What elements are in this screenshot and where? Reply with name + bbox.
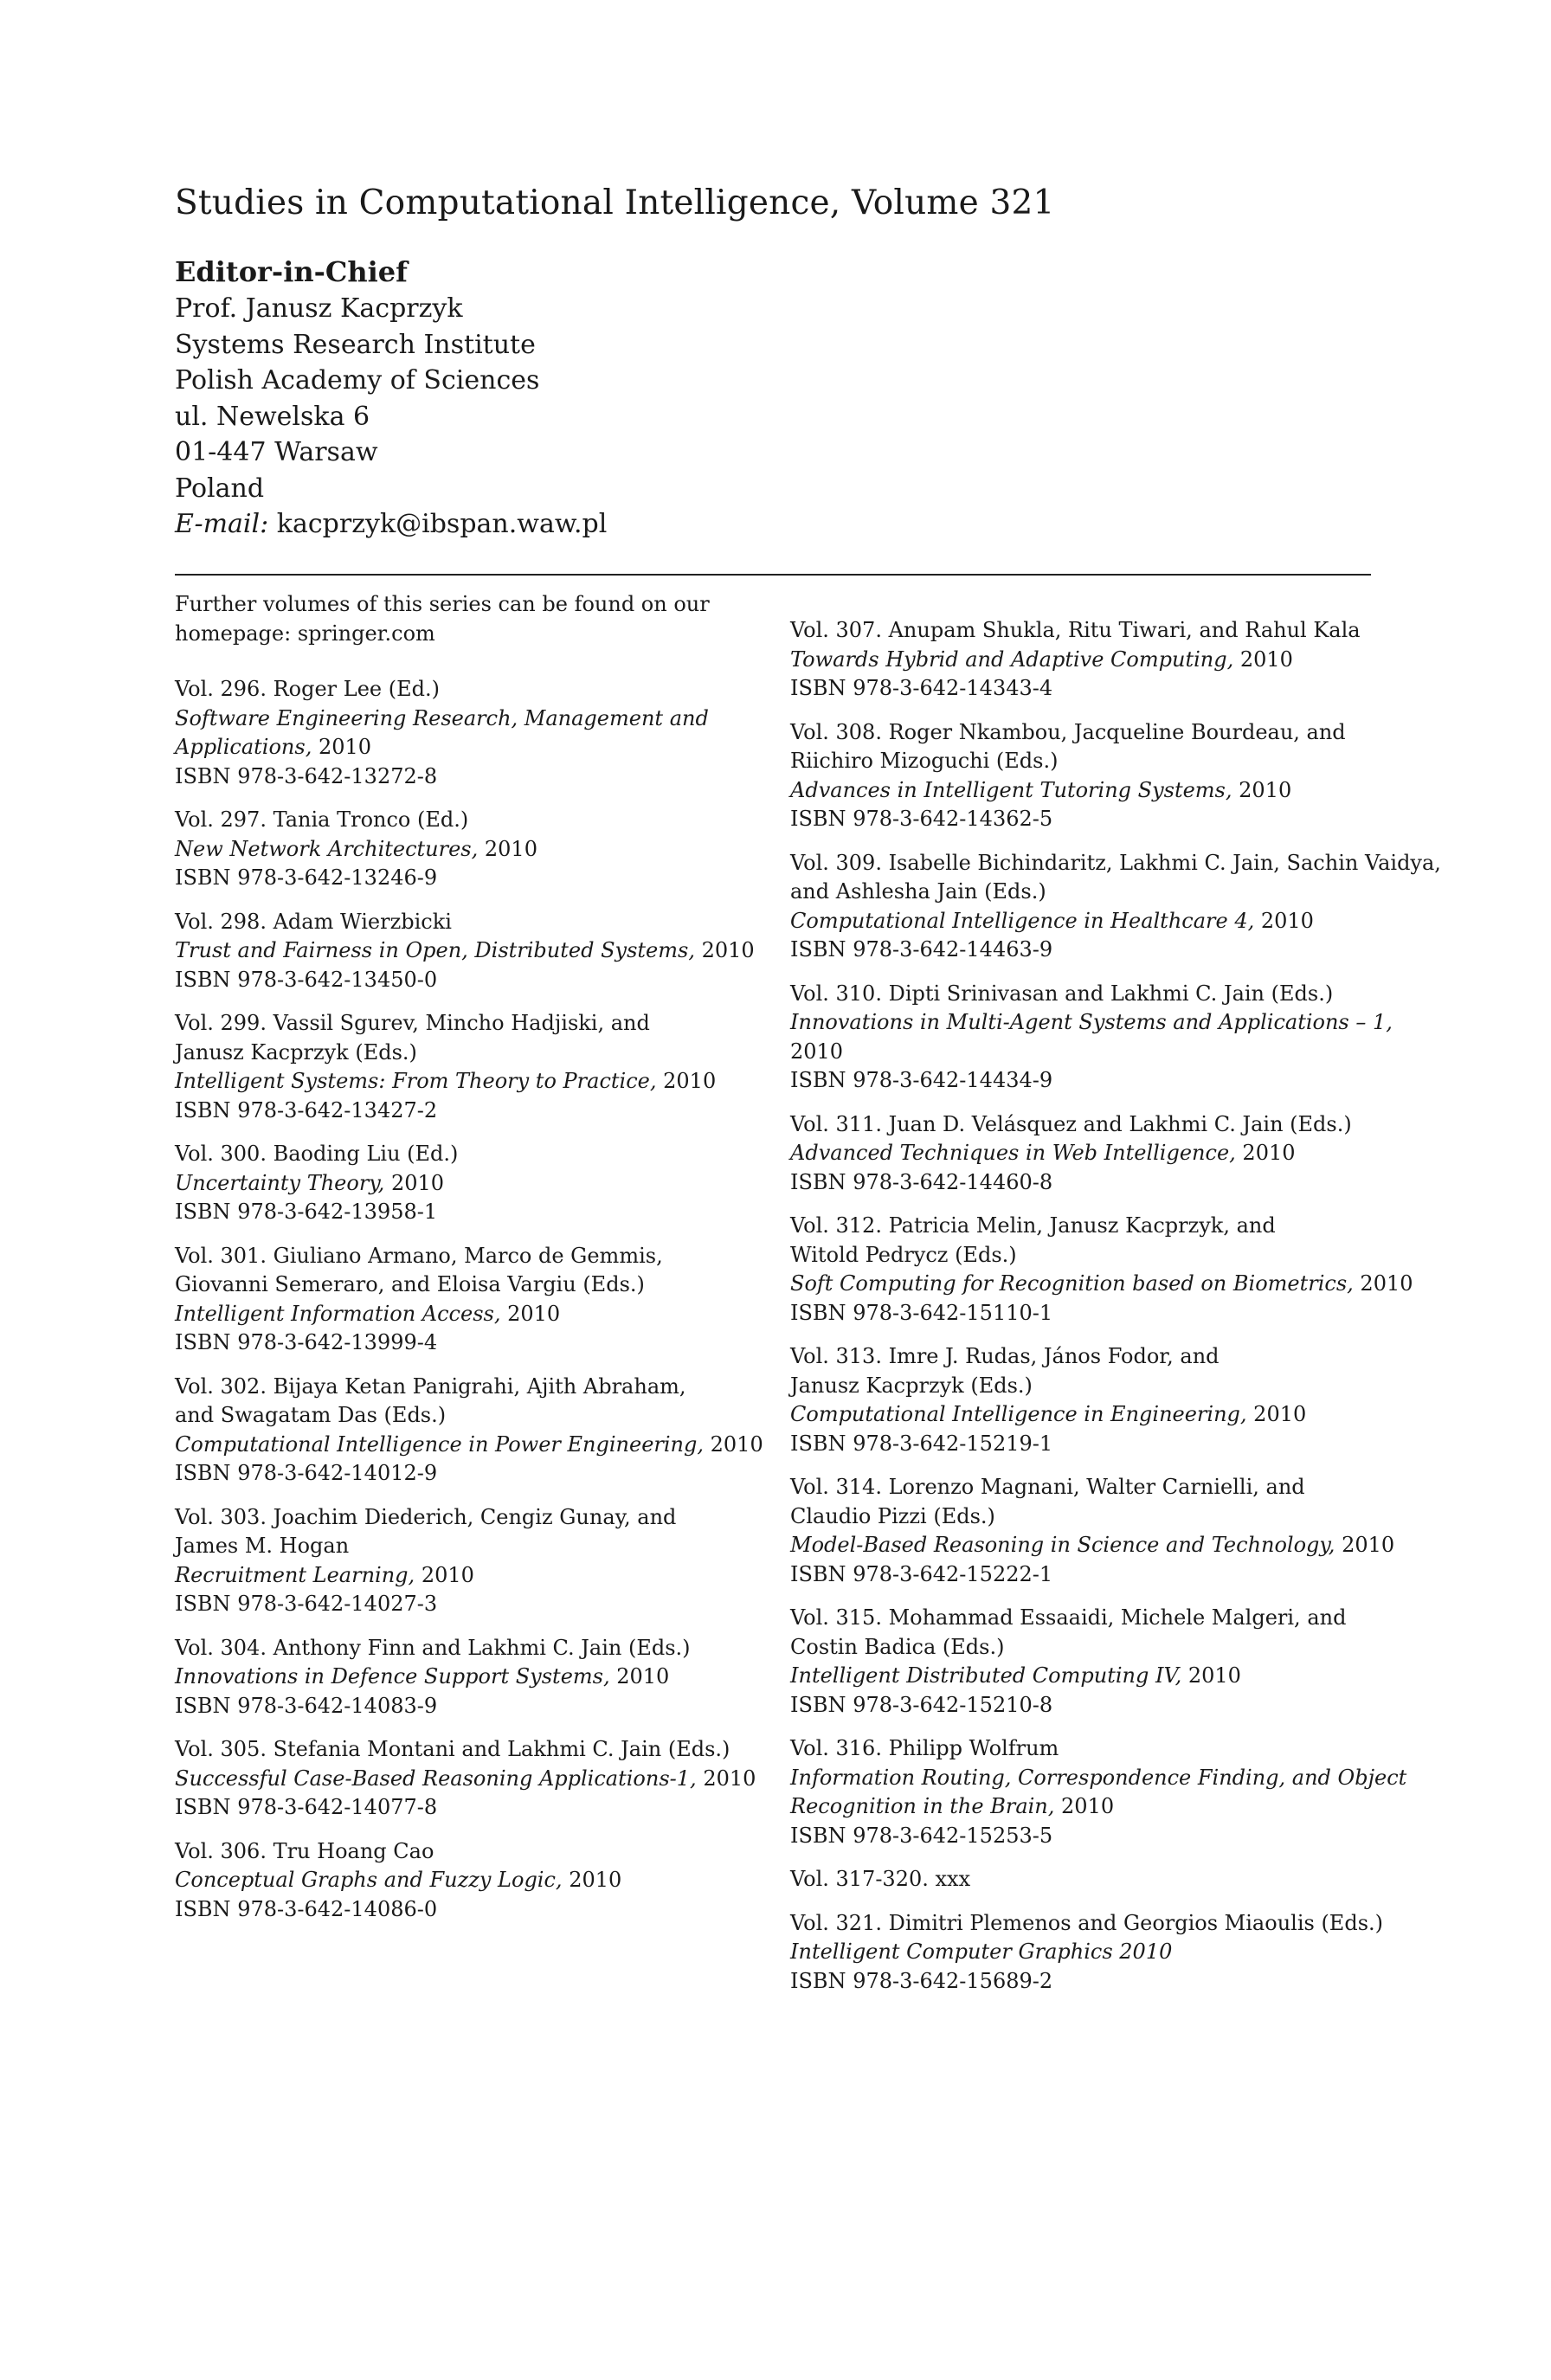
volume-entry <box>790 718 1387 834</box>
volume-title-line <box>175 936 772 966</box>
volume-isbn: ISBN 978-3-642-15689-2 <box>790 1968 1053 1993</box>
volume-isbn: ISBN 978-3-642-14460-8 <box>790 1169 1053 1194</box>
volume-authors: Vol. 303. Joachim Diederich, Cengiz Gunay, and <box>175 1504 677 1529</box>
volume-year: 2010 <box>1187 1663 1241 1688</box>
volume-year: 2010 <box>569 1868 622 1892</box>
volume-authors: Janusz Kacprzyk (Eds.) <box>790 1373 1033 1398</box>
editor-street: ul. Newelska 6 <box>175 401 370 432</box>
volume-year: 2010 <box>1253 1402 1307 1426</box>
volume-title-line <box>175 733 772 762</box>
volume-entry <box>175 806 772 893</box>
editor-country: Poland <box>175 473 265 504</box>
volume-authors: Vol. 298. Adam Wierzbicki <box>175 909 452 934</box>
volume-year: 2010 <box>1342 1533 1395 1557</box>
volume-authors: Vol. 321. Dimitri Plemenos and Georgios Miaoulis (Eds.) <box>790 1910 1383 1935</box>
volume-isbn: ISBN 978-3-642-14083-9 <box>175 1693 438 1718</box>
volume-title: Information Routing, Correspondence Finding, and Object <box>790 1765 1407 1790</box>
volume-title: Software Engineering Research, Management and <box>175 705 709 730</box>
volume-authors: and Swagatam Das (Eds.) <box>175 1403 447 1427</box>
series-title: Studies in Computational Intelligence, Volume 321 <box>175 183 1055 222</box>
volume-isbn: ISBN 978-3-642-14463-9 <box>790 937 1053 962</box>
volume-authors: Janusz Kacprzyk (Eds.) <box>175 1039 417 1065</box>
volume-year: 2010 <box>663 1069 717 1093</box>
volume-title-line <box>790 1270 1413 1299</box>
volume-isbn: ISBN 978-3-642-15219-1 <box>790 1431 1053 1456</box>
volume-authors: Vol. 308. Roger Nkambou, Jacqueline Bourdeau, and <box>790 719 1346 744</box>
right-column <box>790 616 1441 2010</box>
volume-title-line <box>175 1765 772 1794</box>
volume-title: Recruitment Learning, <box>175 1562 415 1587</box>
volume-entry <box>790 1604 1387 1720</box>
volume-entry <box>175 1837 772 1925</box>
volume-isbn: ISBN 978-3-642-13246-9 <box>175 865 438 890</box>
volume-authors: Vol. 296. Roger Lee (Ed.) <box>175 677 440 701</box>
volume-title-line <box>790 1139 1387 1168</box>
left-column <box>175 590 772 1939</box>
volume-title: Intelligent Systems: From Theory to Practice, <box>175 1069 657 1093</box>
volume-title-line <box>175 1067 772 1097</box>
volume-year: 2010 <box>710 1431 763 1457</box>
volume-authors: Vol. 304. Anthony Finn and Lakhmi C. Jain (Eds.) <box>175 1635 691 1660</box>
editor-email-line <box>175 506 607 543</box>
volume-year: 2010 <box>1061 1794 1115 1818</box>
volume-title: Innovations in Defence Support Systems, <box>175 1664 610 1689</box>
volume-isbn: ISBN 978-3-642-14362-5 <box>790 807 1053 831</box>
volume-title-line <box>175 1300 772 1329</box>
volume-year: 2010 <box>1239 777 1292 802</box>
volume-isbn: ISBN 978-3-642-14086-0 <box>175 1896 438 1921</box>
volume-title-line <box>790 1400 1387 1430</box>
volume-authors: Claudio Pizzi (Eds.) <box>790 1503 995 1528</box>
volume-authors: Vol. 307. Anupam Shukla, Ritu Tiwari, and Rahul Kala <box>790 618 1361 642</box>
volume-entry <box>175 1242 772 1358</box>
volume-entry <box>175 1140 772 1227</box>
volume-entry <box>790 1110 1387 1198</box>
volume-authors: Giovanni Semeraro, and Eloisa Vargiu (Eds.) <box>175 1272 645 1296</box>
volume-entry <box>790 1212 1413 1328</box>
volume-year: 2010 <box>1260 908 1314 933</box>
volume-title: Towards Hybrid and Adaptive Computing, <box>790 646 1234 672</box>
volume-isbn: ISBN 978-3-642-14434-9 <box>790 1068 1053 1092</box>
volume-title: Model-Based Reasoning in Science and Technology, <box>790 1533 1335 1557</box>
horizontal-rule <box>175 574 1371 576</box>
volume-authors: Riichiro Mizoguchi (Eds.) <box>790 749 1059 773</box>
volume-isbn: ISBN 978-3-642-15222-1 <box>790 1561 1053 1586</box>
volume-isbn: ISBN 978-3-642-14343-4 <box>790 676 1053 700</box>
further-volumes-note: Further volumes of this series can be found on our homepage: springer.com <box>175 592 710 646</box>
volume-title-line <box>790 646 1387 675</box>
volume-entry <box>790 1342 1387 1458</box>
volume-title: Applications, <box>175 735 312 759</box>
volume-year: 2010 <box>390 1170 445 1195</box>
volume-entry <box>175 908 772 995</box>
left-volume-list <box>175 675 772 1924</box>
volume-authors: Vol. 313. Imre J. Rudas, János Fodor, and <box>790 1344 1220 1368</box>
volume-authors: Vol. 300. Baoding Liu (Ed.) <box>175 1142 459 1166</box>
volume-isbn: ISBN 978-3-642-14027-3 <box>175 1592 438 1616</box>
volume-title-line <box>790 1662 1387 1691</box>
volume-isbn: ISBN 978-3-642-13427-2 <box>175 1097 438 1122</box>
editor-heading: Editor-in-Chief <box>175 255 408 288</box>
volume-title-line <box>790 1792 1387 1822</box>
volume-title: Computational Intelligence in Engineering, <box>790 1402 1247 1426</box>
volume-title: Soft Computing for Recognition based on Biometrics, <box>790 1271 1354 1296</box>
volume-title-line <box>790 907 1387 936</box>
email-address[interactable]: kacprzyk@ibspan.waw.pl <box>276 509 608 539</box>
volume-title: New Network Architectures, <box>175 836 479 861</box>
volume-entry <box>175 1373 772 1489</box>
volume-entry <box>175 1735 772 1823</box>
volume-entry <box>790 616 1387 704</box>
volume-authors: Vol. 311. Juan D. Velásquez and Lakhmi C. Jain (Eds.) <box>790 1111 1352 1136</box>
volume-authors: Vol. 312. Patricia Melin, Janusz Kacprzyk, and <box>790 1213 1276 1238</box>
volume-title-line <box>175 835 772 865</box>
volume-year: 2010 <box>1242 1141 1296 1165</box>
volume-authors: Vol. 316. Philipp Wolfrum <box>790 1736 1059 1760</box>
volume-title: Advanced Techniques in Web Intelligence, <box>790 1141 1236 1165</box>
volume-authors: Vol. 302. Bijaya Ketan Panigrahi, Ajith Abraham, <box>175 1373 686 1399</box>
email-label: E-mail: <box>175 509 269 539</box>
volume-authors: Vol. 309. Isabelle Bichindaritz, Lakhmi C. Jain, Sachin Vaidya, <box>790 850 1441 875</box>
volume-authors: Costin Badica (Eds.) <box>790 1634 1005 1659</box>
volume-year: 2010 <box>616 1664 670 1689</box>
volume-title: Intelligent Information Access, <box>175 1301 501 1326</box>
volume-authors: Vol. 297. Tania Tronco (Ed.) <box>175 807 469 832</box>
volume-title-line <box>175 704 772 734</box>
volume-authors: James M. Hogan <box>175 1534 350 1558</box>
volume-title-line <box>790 776 1387 806</box>
volume-title: Successful Case-Based Reasoning Applications-1, <box>175 1766 697 1791</box>
volume-year: 2010 <box>790 1039 844 1064</box>
volume-authors: Vol. 315. Mohammad Essaaidi, Michele Malgeri, and <box>790 1605 1347 1630</box>
volume-isbn: ISBN 978-3-642-14077-8 <box>175 1795 438 1819</box>
volume-year: 2010 <box>1360 1271 1413 1296</box>
volume-year: 2010 <box>1239 646 1293 672</box>
volume-title-line <box>790 1531 1395 1560</box>
volume-title-line <box>175 1431 772 1460</box>
editor-academy: Polish Academy of Sciences <box>175 365 540 396</box>
volume-title-line <box>175 1169 772 1199</box>
volume-title: Intelligent Computer Graphics 2010 <box>790 1939 1173 1964</box>
volume-isbn: ISBN 978-3-642-13450-0 <box>175 967 438 992</box>
volume-isbn: ISBN 978-3-642-15253-5 <box>790 1823 1053 1848</box>
right-volume-list <box>790 616 1441 1996</box>
volume-title-line <box>175 1866 772 1895</box>
volume-title-line <box>175 1663 772 1692</box>
editor-block <box>175 253 607 543</box>
volume-title-line <box>790 1008 1393 1038</box>
volume-isbn: ISBN 978-3-642-13999-4 <box>175 1330 438 1354</box>
editor-city: 01-447 Warsaw <box>175 437 378 467</box>
volume-year: 2010 <box>701 938 755 962</box>
volume-entry <box>790 1734 1407 1850</box>
volume-authors: Witold Pedrycz (Eds.) <box>790 1242 1017 1267</box>
volume-title: Computational Intelligence in Power Engineering, <box>175 1431 705 1457</box>
editor-institute: Systems Research Institute <box>175 329 536 360</box>
volume-title: Uncertainty Theory, <box>175 1170 385 1195</box>
volume-year: 2010 <box>703 1766 756 1791</box>
volume-isbn: ISBN 978-3-642-13272-8 <box>175 763 438 788</box>
volume-authors: Vol. 317-320. xxx <box>790 1867 971 1891</box>
volume-title: Trust and Fairness in Open, Distributed Systems, <box>175 938 695 962</box>
volume-entry <box>790 1473 1395 1589</box>
volume-entry <box>175 1009 772 1125</box>
volume-title-line <box>790 1938 1387 1967</box>
editor-name: Prof. Janusz Kacprzyk <box>175 293 463 324</box>
volume-title: Computational Intelligence in Healthcare 4, <box>790 908 1255 933</box>
volume-isbn: ISBN 978-3-642-15210-8 <box>790 1692 1053 1717</box>
volume-authors: Vol. 314. Lorenzo Magnani, Walter Carnielli, and <box>790 1475 1305 1499</box>
volume-entry <box>790 1865 1387 1894</box>
volume-authors: Vol. 310. Dipti Srinivasan and Lakhmi C. Jain (Eds.) <box>790 981 1334 1006</box>
volume-title: Advances in Intelligent Tutoring Systems, <box>790 777 1232 802</box>
volume-authors: Vol. 299. Vassil Sgurev, Mincho Hadjiski, and <box>175 1011 650 1035</box>
volume-title: Intelligent Distributed Computing IV, <box>790 1663 1182 1688</box>
volume-authors: Vol. 306. Tru Hoang Cao <box>175 1838 434 1863</box>
volume-year: 2010 <box>318 735 372 759</box>
volume-entry <box>790 849 1441 965</box>
volume-title: Innovations in Multi-Agent Systems and Applications – 1, <box>790 1010 1393 1034</box>
volume-isbn: ISBN 978-3-642-15110-1 <box>790 1300 1053 1325</box>
volume-year: 2010 <box>484 836 537 861</box>
volume-entry <box>175 1503 772 1619</box>
volume-isbn: ISBN 978-3-642-13958-1 <box>175 1200 438 1224</box>
volume-year: 2010 <box>421 1562 474 1587</box>
volume-entry <box>790 1909 1387 1997</box>
volume-title-line <box>790 1764 1407 1793</box>
volume-year: 2010 <box>507 1301 561 1326</box>
volume-authors: and Ashlesha Jain (Eds.) <box>790 879 1046 904</box>
volume-entry <box>175 1634 772 1721</box>
volume-entry <box>790 980 1393 1096</box>
volume-title-line <box>175 1561 772 1591</box>
volume-authors: Vol. 305. Stefania Montani and Lakhmi C. Jain (Eds.) <box>175 1737 730 1761</box>
volume-title: Recognition in the Brain, <box>790 1794 1055 1818</box>
volume-title: Conceptual Graphs and Fuzzy Logic, <box>175 1868 563 1892</box>
volume-authors: Vol. 301. Giuliano Armano, Marco de Gemmis, <box>175 1243 663 1268</box>
volume-entry <box>175 675 772 791</box>
volume-isbn: ISBN 978-3-642-14012-9 <box>175 1461 438 1485</box>
